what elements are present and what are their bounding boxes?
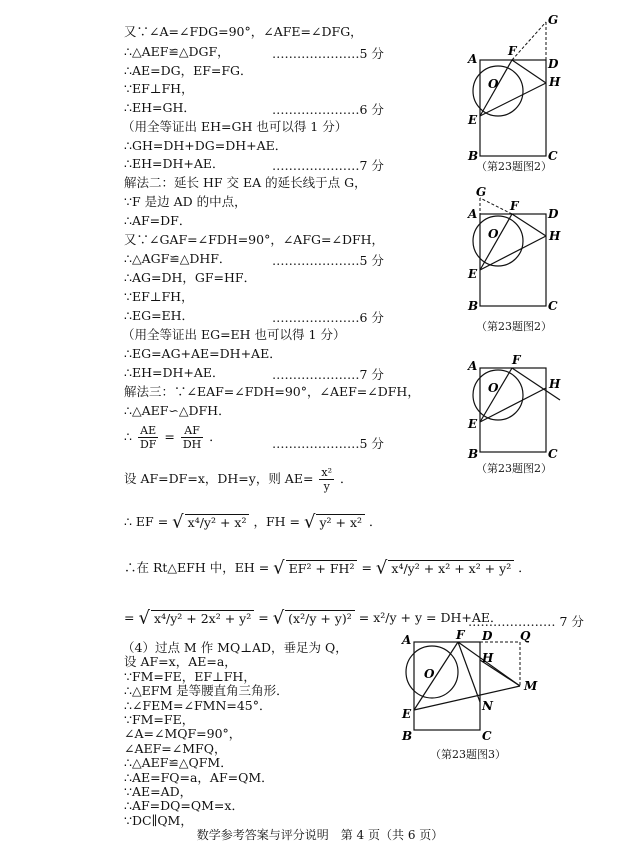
sqrt-sum: x⁴/y² + 2x² + y² xyxy=(151,610,254,627)
part4-line-12: ∴AF=DQ=QM=x． xyxy=(124,798,244,814)
label-E: E xyxy=(468,267,478,281)
label-C: C xyxy=(548,447,558,461)
ratio-line: ∴ $\frac{AE}{DF}$ = $\frac{AF}{DH}$ ． xyxy=(124,424,222,451)
caption-fig1: （第23题图2） xyxy=(476,160,552,173)
label-E: E xyxy=(402,707,412,721)
label-C: C xyxy=(548,149,558,163)
caption-fig4: （第23题图3） xyxy=(430,748,506,761)
text-line-13: ∴△AGF≌△DHF． xyxy=(124,251,232,266)
label-N: N xyxy=(482,699,493,713)
label-E: E xyxy=(468,113,478,127)
score-5b: …………………5 分 xyxy=(272,253,384,268)
radical-sign: √ xyxy=(172,511,184,533)
caption-fig2: （第23题图2） xyxy=(476,320,552,333)
label-B: B xyxy=(468,299,479,313)
text-line-15: ∵EF⊥FH， xyxy=(124,289,194,304)
part4-line-9: ∴△AEF≌△QFM． xyxy=(124,755,233,771)
part4-line-7: ∠A=∠MQF=90°， xyxy=(124,726,242,742)
caption-fig3: （第23题图2） xyxy=(476,462,552,475)
score-7: …………………7 分 xyxy=(272,158,384,173)
text-line-12: 又∵∠GAF=∠FDH=90°，∠AFG=∠DFH， xyxy=(124,232,385,247)
text-line-17: （用全等证出 EG=EH 也可以得 1 分） xyxy=(122,327,346,342)
score-6: …………………6 分 xyxy=(272,102,384,117)
label-O: O xyxy=(488,227,499,241)
part4-line-1: （4）过点 M 作 MQ⊥AD，垂足为 Q， xyxy=(122,640,348,655)
let-line: 设 AF=DF=x，DH=y，则 AE= $\frac{\text{x²}}{y}$ ． xyxy=(124,466,353,493)
label-A: A xyxy=(468,207,478,221)
text-line-9: 解法二：延长 HF 交 EA 的延长线于点 G， xyxy=(124,175,367,190)
label-O: O xyxy=(424,667,435,681)
text-line-6: （用全等证出 EH=GH 也可以得 1 分） xyxy=(122,119,348,134)
label-G: G xyxy=(476,186,487,199)
sqrt-expanded: x⁴/y² + x² + x² + y² xyxy=(388,560,514,577)
score-5c: …………………5 分 xyxy=(272,436,384,451)
label-H: H xyxy=(482,651,494,665)
figure-2 xyxy=(460,186,570,321)
part4-line-3: ∵FM=FE，EF⊥FH， xyxy=(124,668,256,684)
figure-4 xyxy=(396,630,556,750)
text-line-14: ∴AG=DH，GF=HF． xyxy=(124,270,257,285)
fraction-x2-y: $\frac{\text{x²}}{y}$ xyxy=(321,466,333,493)
figure-1 xyxy=(460,8,570,178)
score-7b: …………………7 分 xyxy=(272,367,384,382)
part4-line-13: ∵DC∥QM， xyxy=(124,812,193,828)
label-O: O xyxy=(488,381,499,395)
label-A: A xyxy=(402,633,412,647)
label-F: F xyxy=(512,354,521,367)
sqrt-fh: y² + x² xyxy=(316,514,365,531)
label-B: B xyxy=(402,729,413,743)
text-line-18: ∴EG=AG+AE=DH+AE． xyxy=(124,346,282,361)
fraction-ae-df: $\frac{AE}{DF}$ xyxy=(139,424,157,451)
label-Q: Q xyxy=(520,630,531,643)
label-B: B xyxy=(468,447,479,461)
text-line-2: ∴△AEF≌△DGF， xyxy=(124,44,230,59)
text-line-16: ∴EG=EH． xyxy=(124,308,195,323)
label-G: G xyxy=(548,13,559,27)
sqrt-ef2-fh2: EF² + FH² xyxy=(286,560,358,577)
part4-line-10: ∴AE=FQ=a，AF=QM． xyxy=(124,769,274,785)
text-line-8: ∴EH=DH+AE． xyxy=(124,156,225,171)
label-C: C xyxy=(548,299,558,313)
text-line-19: ∴EH=DH+AE． xyxy=(124,365,225,380)
part4-line-2: 设 AF=x，AE=a， xyxy=(124,654,237,670)
part4-line-4: ∴△EFM 是等腰直角三角形． xyxy=(124,683,289,699)
label-A: A xyxy=(468,359,478,373)
text-line-7: ∴GH=DH+DG=DH+AE． xyxy=(124,138,288,153)
label-M: M xyxy=(524,679,538,693)
label-H: H xyxy=(549,229,561,243)
eq-line: = √ x⁴/y² + 2x² + y² = √ (x²/y + y)² = x²/y + y = DH+AE． xyxy=(124,607,503,629)
sqrt-ef: x⁴/y² + x² xyxy=(185,514,250,531)
sqrt-square: (x²/y + y)² xyxy=(285,610,355,627)
therefore-symbol: ∴ xyxy=(124,429,132,444)
text-line-5: ∴EH=GH． xyxy=(124,100,196,115)
label-D: D xyxy=(548,207,559,221)
label-D: D xyxy=(548,57,559,71)
label-H: H xyxy=(549,377,561,391)
label-H: H xyxy=(549,75,561,89)
part4-line-5: ∴∠FEM=∠FMN=45°． xyxy=(124,697,272,713)
part4-line-8: ∠AEF=∠MFQ， xyxy=(124,740,227,756)
text-line-4: ∵EF⊥FH， xyxy=(124,81,194,96)
label-F: F xyxy=(510,199,519,213)
score-6b: …………………6 分 xyxy=(272,310,384,325)
text-line-21: ∴△AEF∽△DFH． xyxy=(124,403,231,418)
label-F: F xyxy=(508,44,517,58)
text-line-3: ∴AE=DG，EF=FG． xyxy=(124,63,253,78)
score-5: …………………5 分 xyxy=(272,46,384,61)
label-B: B xyxy=(468,149,479,163)
text-line-1: 又∵∠A=∠FDG=90°，∠AFE=∠DFG， xyxy=(124,24,363,39)
label-O: O xyxy=(488,77,499,91)
page-footer: 数学参考答案与评分说明 第 4 页（共 6 页） xyxy=(196,828,444,842)
rt-line: ∴在 Rt△EFH 中，EH = √ EF² + FH² = √ x⁴/y² + x² + x² + y² ． xyxy=(124,557,531,579)
ef-fh-line: ∴ EF = √ x⁴/y² + x² ，FH = √ y² + x² ． xyxy=(124,511,382,533)
label-E: E xyxy=(468,417,478,431)
part4-line-11: ∵AE=AD， xyxy=(124,784,193,799)
figure-3 xyxy=(460,354,570,464)
radical-sign: √ xyxy=(303,511,316,533)
fraction-af-dh: $\frac{AF}{DH}$ xyxy=(182,424,202,451)
text-line-20: 解法三：∵∠EAF=∠FDH=90°，∠AEF=∠DFH， xyxy=(124,384,420,399)
label-A: A xyxy=(468,52,478,66)
text-line-11: ∴AF=DF． xyxy=(124,213,192,228)
label-C: C xyxy=(482,729,492,743)
text-line-10: ∵F 是边 AD 的中点， xyxy=(124,194,247,209)
label-D: D xyxy=(482,630,493,643)
part4-line-6: ∵FM=FE， xyxy=(124,712,195,727)
score-7c: ………………… 7 分 xyxy=(468,614,584,629)
label-F: F xyxy=(456,630,465,642)
